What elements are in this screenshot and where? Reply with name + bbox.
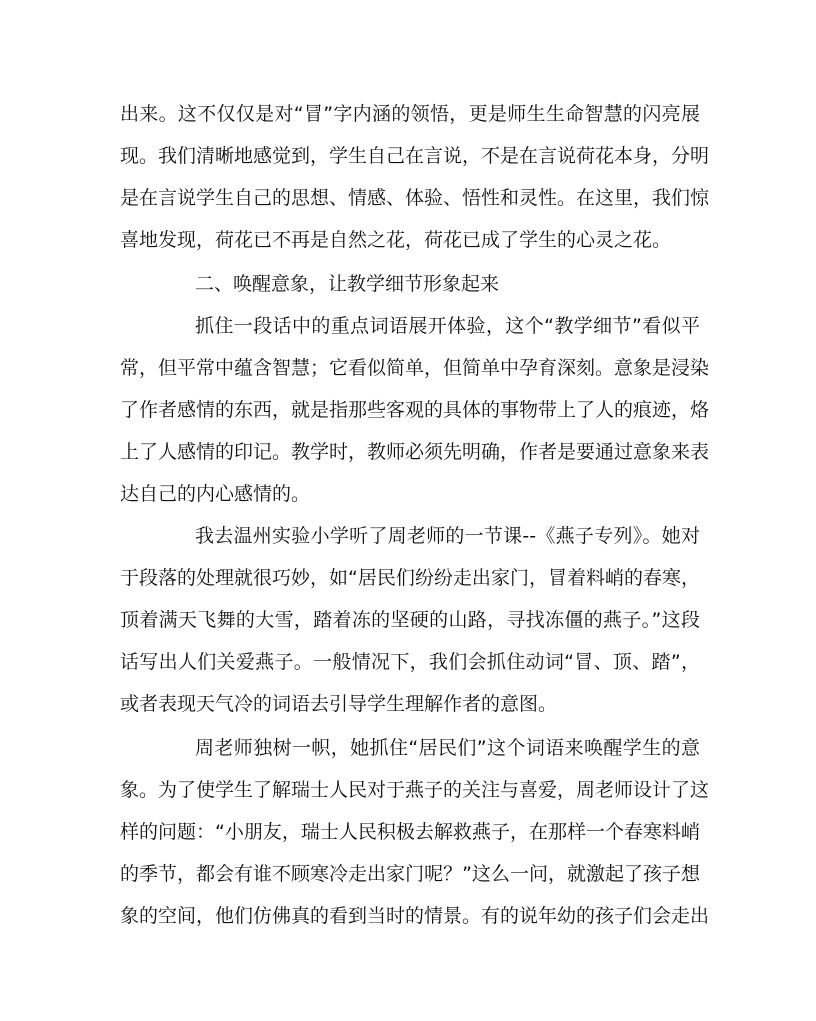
paragraph-line: 于段落的处理就很巧妙，如“居民们纷纷走出家门，冒着料峭的春寒， [120, 567, 700, 589]
paragraph-line: 样的问题：“小朋友，瑞士人民积极去解救燕子，在那样一个春寒料峭 [120, 821, 700, 843]
paragraph-line: 我去温州实验小学听了周老师的一节课--《燕子专列》。她对 [195, 525, 700, 547]
paragraph-line: 是在言说学生自己的思想、情感、体验、悟性和灵性。在这里，我们惊 [120, 187, 710, 209]
paragraph-line: 喜地发现，荷花已不再是自然之花，荷花已成了学生的心灵之花。 [120, 229, 672, 251]
paragraph-line: 出来。这不仅仅是对“冒”字内涵的领悟，更是师生生命智慧的闪亮展 [120, 103, 700, 125]
paragraph-line: 了作者感情的东西，就是指那些客观的具体的事物带上了人的痕迹，烙 [120, 399, 710, 421]
paragraph-line: 的季节，都会有谁不顾寒冷走出家门呢？”这么一问，就激起了孩子想 [120, 863, 700, 885]
section-heading: 二、唤醒意象，让教学细节形象起来 [195, 273, 500, 295]
paragraph-line: 象的空间，他们仿佛真的看到当时的情景。有的说年幼的孩子们会走出 [120, 905, 710, 927]
paragraph-line: 现。我们清晰地感觉到，学生自己在言说，不是在言说荷花本身，分明 [120, 145, 710, 167]
paragraph-line: 或者表现天气冷的词语去引导学生理解作者的意图。 [120, 693, 558, 715]
paragraph-line: 抓住一段话中的重点词语展开体验，这个“教学细节”看似平 [195, 315, 700, 337]
paragraph-line: 话写出人们关爱燕子。一般情况下，我们会抓住动词“冒、顶、踏”， [120, 651, 700, 673]
paragraph-line: 常，但平常中蕴含智慧；它看似简单，但简单中孕育深刻。意象是浸染 [120, 357, 710, 379]
paragraph-line: 达自己的内心感情的。 [120, 483, 311, 505]
paragraph-line: 周老师独树一帜，她抓住“居民们”这个词语来唤醒学生的意 [195, 737, 700, 759]
paragraph-line: 象。为了使学生了解瑞士人民对于燕子的关注与喜爱，周老师设计了这 [120, 779, 710, 801]
paragraph-line: 顶着满天飞舞的大雪，踏着冻的坚硬的山路，寻找冻僵的燕子。”这段 [120, 609, 700, 631]
paragraph-line: 上了人感情的印记。教学时，教师必须先明确，作者是要通过意象来表 [120, 441, 710, 463]
